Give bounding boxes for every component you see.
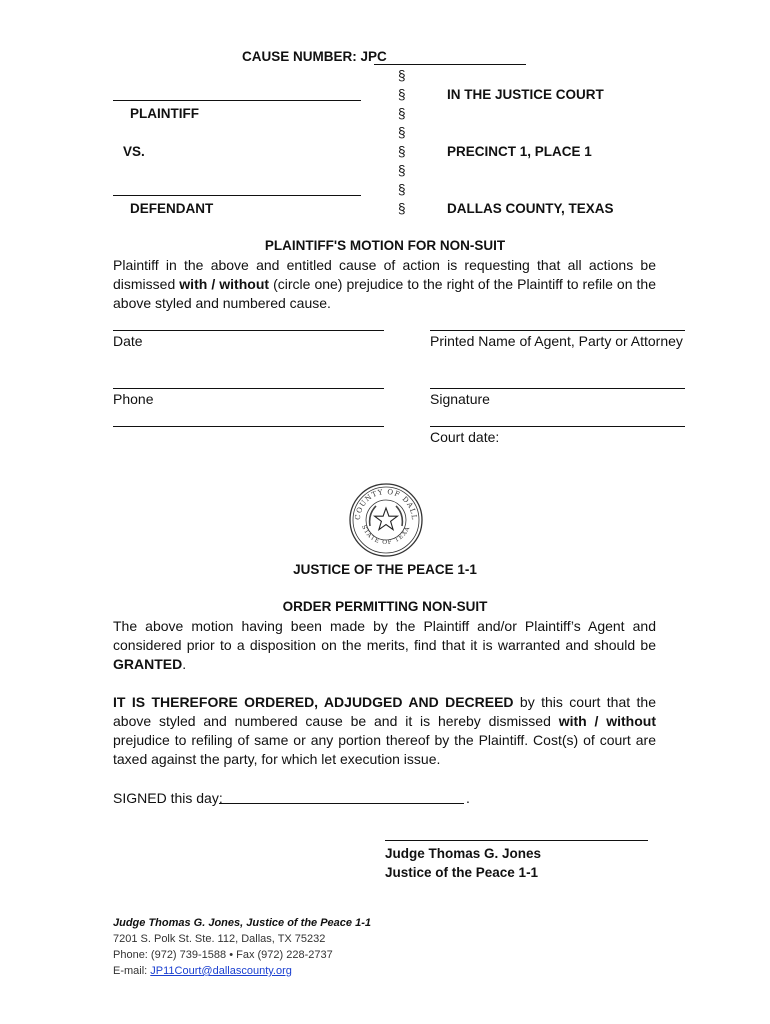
seal-bottom-text: STATE OF TEXA <box>360 524 412 547</box>
footer-email-link[interactable]: JP11Court@dallascounty.org <box>150 965 292 977</box>
printed-name-label: Printed Name of Agent, Party or Attorney <box>430 333 683 349</box>
footer-email-label: E-mail: <box>113 965 151 977</box>
vs-label: VS. <box>123 144 145 159</box>
printed-name-blank[interactable] <box>430 330 685 331</box>
seal-top-text: COUNTY OF DALL <box>353 487 419 521</box>
court-county: DALLAS COUNTY, TEXAS <box>447 201 614 216</box>
plaintiff-label: PLAINTIFF <box>130 106 199 121</box>
section-mark: § <box>398 106 406 121</box>
footer-phone: Phone: (972) 739-1588 • Fax (972) 228-2737 <box>113 949 333 961</box>
section-mark: § <box>398 125 406 140</box>
county-seal <box>348 482 424 558</box>
signed-date-blank[interactable] <box>219 803 464 804</box>
court-precinct: PRECINCT 1, PLACE 1 <box>447 144 592 159</box>
court-date-label: Court date: <box>430 429 500 445</box>
motion-text: Plaintiff in the above and entitled cause of action is requesting that all actions be dismissed with / without (circle one) prejudice to the right of the Plaintiff to refile on the above styled and numbered cause. <box>113 257 657 311</box>
judge-title: Justice of the Peace 1-1 <box>385 865 539 880</box>
section-mark: § <box>398 68 406 83</box>
date-blank[interactable] <box>113 330 384 331</box>
signed-period: . <box>466 790 470 806</box>
section-mark: § <box>398 144 406 159</box>
star-icon <box>375 508 398 530</box>
signature-blank[interactable] <box>430 388 685 389</box>
section-mark: § <box>398 163 406 178</box>
defendant-name-blank[interactable] <box>113 195 361 196</box>
court-date-blank[interactable] <box>430 426 685 427</box>
section-mark: § <box>398 182 406 197</box>
footer-email-row <box>113 963 292 979</box>
plaintiff-name-blank[interactable] <box>113 100 361 101</box>
phone-blank[interactable] <box>113 388 384 389</box>
phone-label: Phone <box>113 391 154 407</box>
jp-title: JUSTICE OF THE PEACE 1-1 <box>293 562 477 577</box>
signature-label: Signature <box>430 391 490 407</box>
order-paragraph-1: The above motion having been made by the Plaintiff and/or Plaintiff’s Agent and considered prior to a disposition on the merits, find that it is warranted and should be GRANTED. <box>113 618 656 672</box>
order-paragraph-2: IT IS THEREFORE ORDERED, ADJUDGED AND DECREED by this court that the above styled and numbered cause be and it is hereby dismissed with / without prejudice to refiling of same or any portion thereof by the Plaintiff. Cost(s) of court are taxed against the party, for which let execution issue. <box>113 694 657 767</box>
signed-label: SIGNED this day: <box>113 790 223 806</box>
court-name: IN THE JUSTICE COURT <box>447 87 604 102</box>
judge-name: Judge Thomas G. Jones <box>385 846 542 861</box>
footer-address: 7201 S. Polk St. Ste. 112, Dallas, TX 75232 <box>113 933 326 945</box>
extra-blank[interactable] <box>113 426 384 427</box>
defendant-label: DEFENDANT <box>130 201 214 216</box>
footer-judge: Judge Thomas G. Jones, Justice of the Peace 1-1 <box>113 917 371 929</box>
judge-signature-blank[interactable] <box>385 840 648 841</box>
date-label: Date <box>113 333 143 349</box>
section-mark: § <box>398 87 406 102</box>
cause-number-label: CAUSE NUMBER: JPC <box>242 49 387 64</box>
motion-title: PLAINTIFF'S MOTION FOR NON-SUIT <box>264 238 506 253</box>
order-title: ORDER PERMITTING NON-SUIT <box>282 599 488 614</box>
section-mark: § <box>398 201 406 216</box>
cause-number-blank[interactable] <box>374 64 526 65</box>
